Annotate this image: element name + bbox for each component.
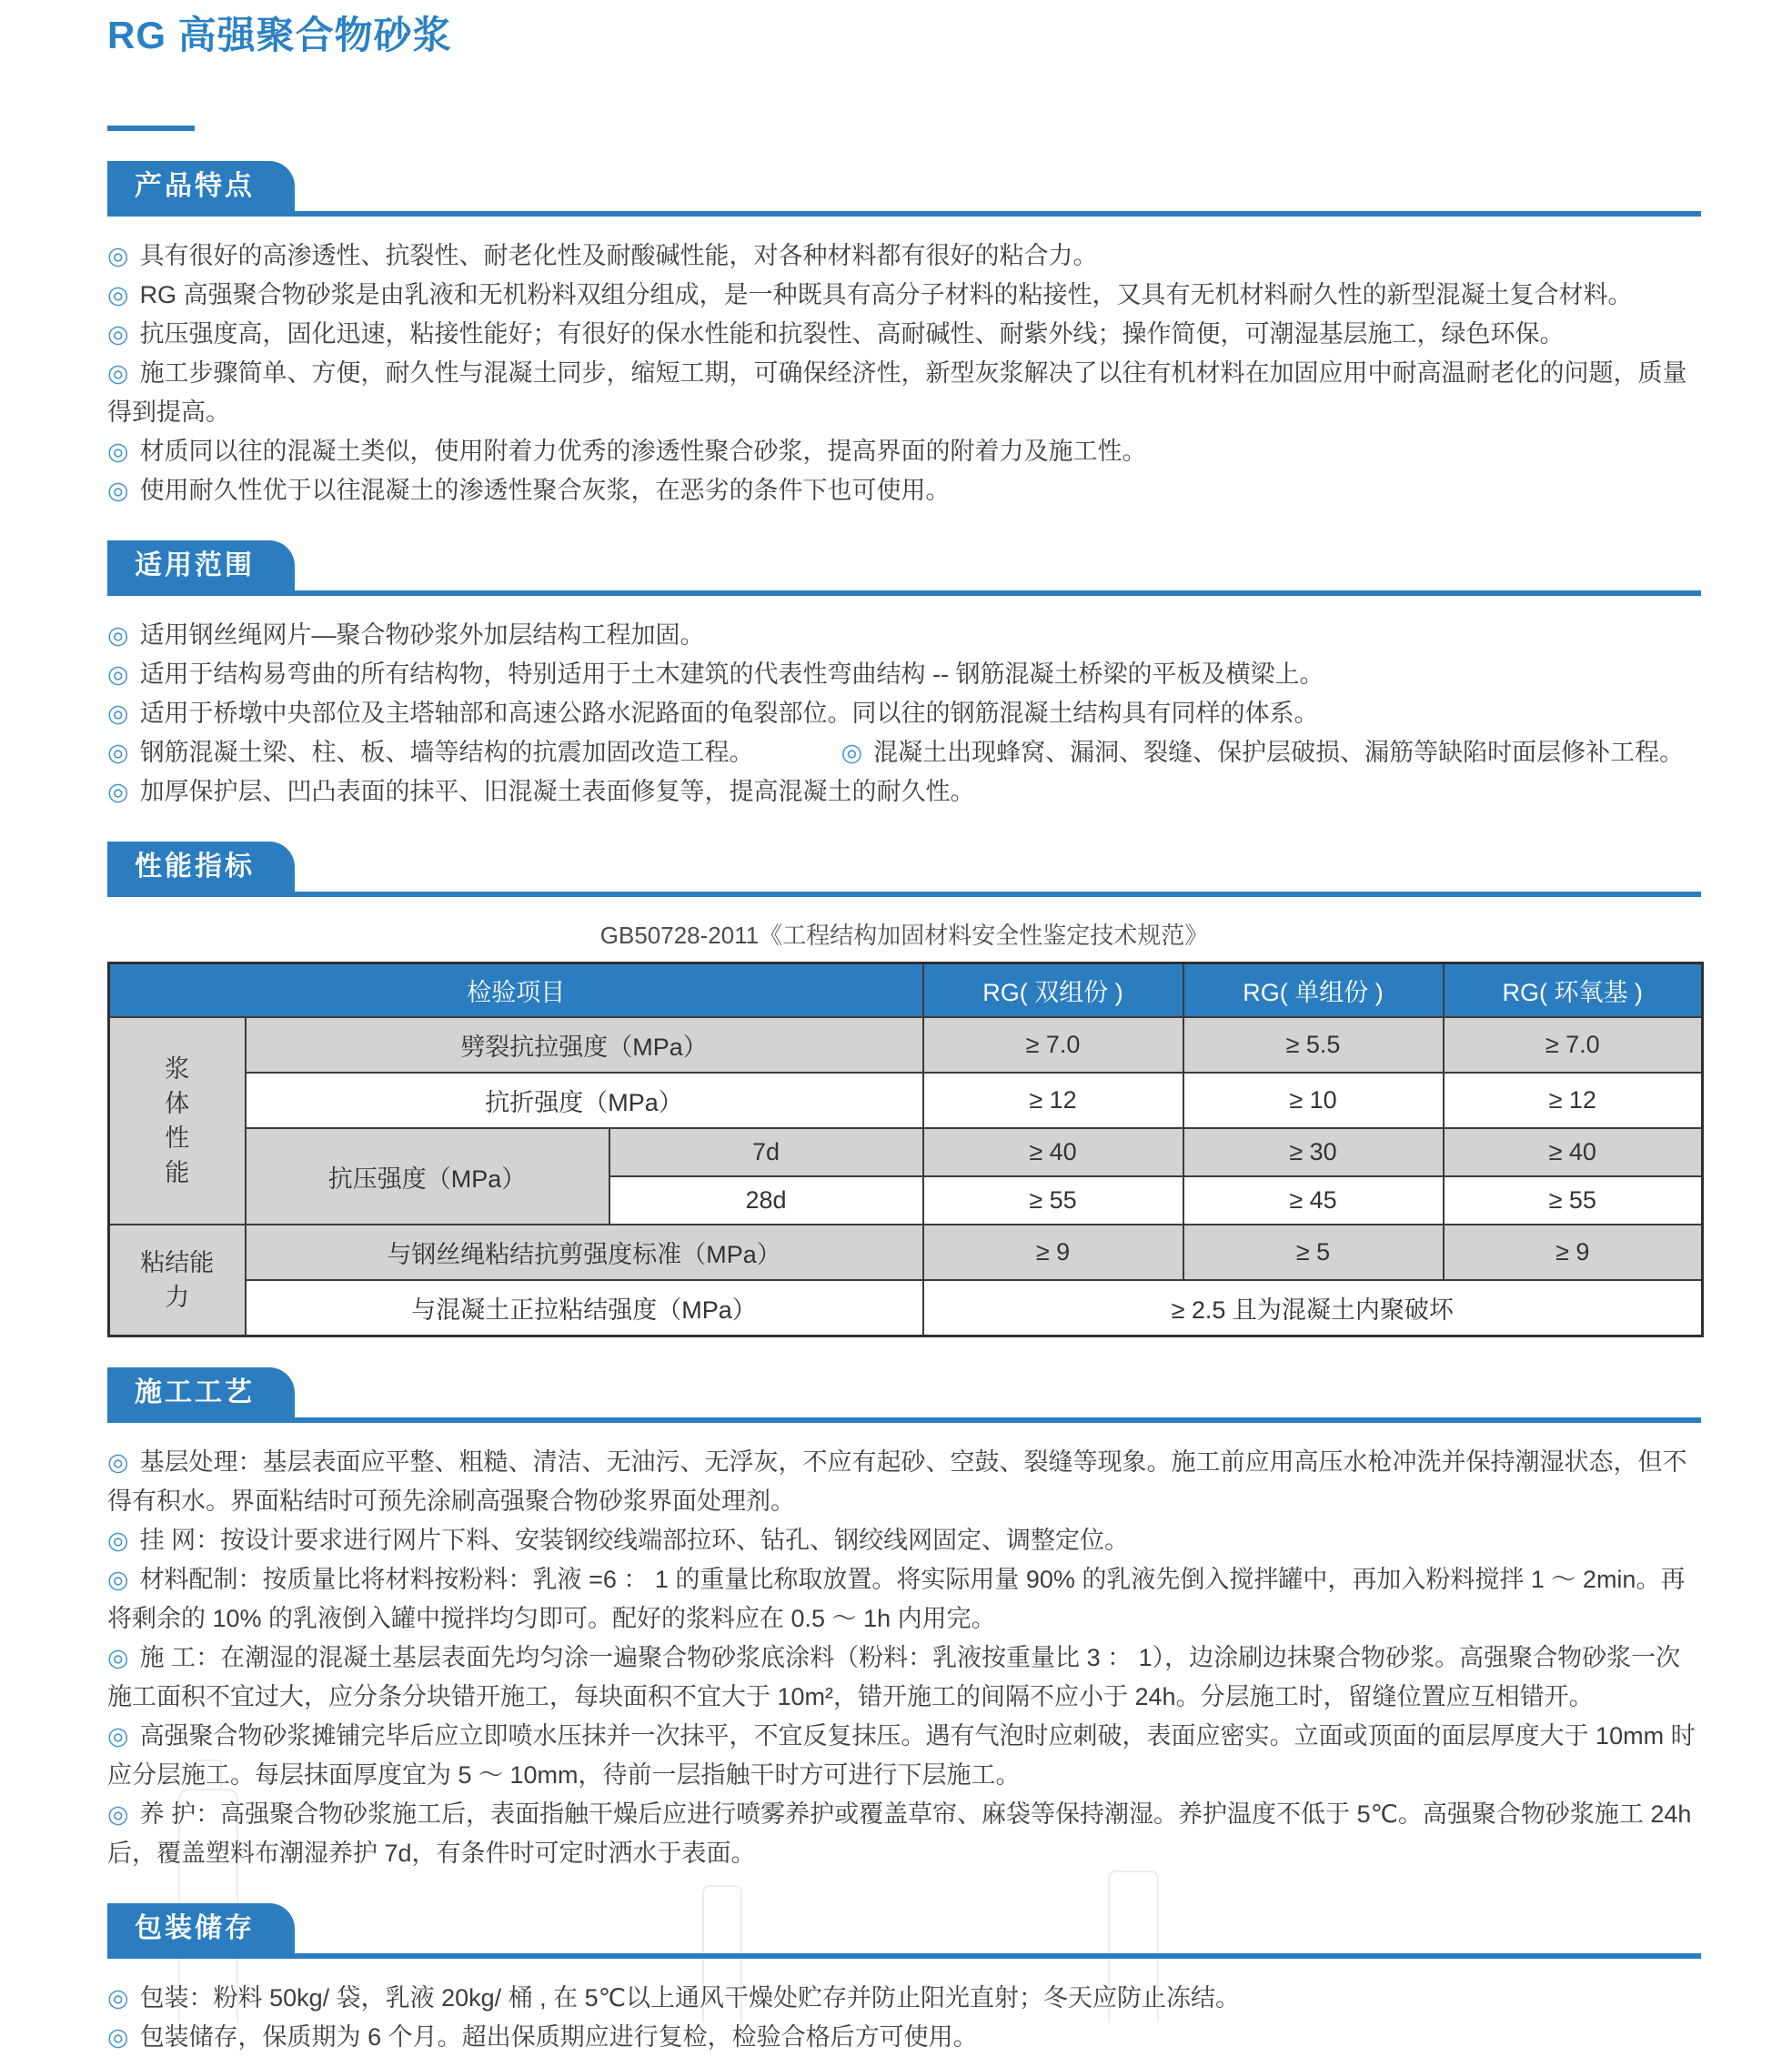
bullet-icon: ◎ xyxy=(107,242,129,269)
list-item-text: RG 高强聚合物砂浆是由乳液和无机粉料双组分组成，是一种既具有高分子材料的粘接性，又具有无机材料耐久性的新型混凝土复合材料。 xyxy=(139,281,1633,308)
list-item-text: 适用于结构易弯曲的所有结构物，特别适用于土木建筑的代表性弯曲结构 -- 钢筋混凝土桥梁的平板及横梁上。 xyxy=(139,660,1324,688)
scope-list xyxy=(107,616,1701,812)
list-item-text: 施工步骤简单、方便，耐久性与混凝土同步，缩短工期，可确保经济性，新型灰浆解决了以往有机材料在加固应用中耐高温耐老化的问题，质量得到提高。 xyxy=(107,359,1687,426)
table-row xyxy=(109,1280,1703,1336)
list-item xyxy=(107,1639,1701,1717)
list-item-text: 高强聚合物砂浆摊铺完毕后应立即喷水压抹并一次抹平，不宜反复抹压。遇有气泡时应刺破，表面应密实。立面或顶面的面层厚度大于 10mm 时应分层施工。每层抹面厚度宜为 5 ～ 10mm，待前一层指触干时方可进行下层施工。 xyxy=(107,1722,1696,1789)
list-item xyxy=(107,432,1701,471)
bullet-icon: ◎ xyxy=(841,739,863,766)
list-item xyxy=(107,1795,1701,1873)
list-item-text: 钢筋混凝土梁、柱、板、墙等结构的抗震加固改造工程。 xyxy=(139,739,754,766)
list-item xyxy=(107,694,1701,733)
list-item xyxy=(107,2018,1701,2057)
bullet-icon: ◎ xyxy=(107,1984,129,2012)
list-item-text: 适用于桥墩中央部位及主塔轴部和高速公路水泥路面的龟裂部位。同以往的钢筋混凝土结构具有同样的体系。 xyxy=(139,700,1319,727)
list-item xyxy=(107,1521,1701,1560)
list-item-double xyxy=(107,733,1701,772)
value-cell: ≥ 7.0 xyxy=(923,1017,1183,1073)
page-title: RG 高强聚合物砂浆 xyxy=(107,14,452,56)
list-item-text: 基层处理：基层表面应平整、粗糙、清洁、无油污、无浮灰，不应有起砂、空鼓、裂缝等现象。施工前应用高压水枪冲洗并保持潮湿状态，但不得有积水。界面粘结时可预先涂刷高强聚合物砂浆界面处理剂。 xyxy=(107,1448,1687,1515)
list-item xyxy=(107,354,1701,432)
section-heading-performance: 性能指标 xyxy=(107,842,295,892)
value-cell: ≥ 45 xyxy=(1183,1176,1444,1225)
group-label-line: 体 xyxy=(165,1090,190,1117)
section-header xyxy=(107,1367,1701,1423)
bullet-icon: ◎ xyxy=(107,1800,129,1828)
table-row xyxy=(109,1073,1703,1128)
test-item: 与混凝土正拉粘结强度（MPa） xyxy=(246,1280,923,1336)
list-item xyxy=(107,1717,1701,1795)
list-item xyxy=(107,772,1701,812)
value-cell: ≥ 5.5 xyxy=(1183,1017,1444,1073)
section-header xyxy=(107,842,1701,897)
group-label-line: 浆 xyxy=(165,1055,190,1083)
list-item-text: 挂 网：按设计要求进行网片下料、安装钢绞线端部拉环、钻孔、钢绞线网固定、调整定位。 xyxy=(139,1527,1130,1554)
list-item-text: 混凝土出现蜂窝、漏洞、裂缝、保护层破损、漏筋等缺陷时面层修补工程。 xyxy=(873,739,1685,766)
value-cell: ≥ 9 xyxy=(923,1225,1183,1280)
value-cell: ≥ 55 xyxy=(1444,1176,1703,1225)
section-heading-storage: 包装储存 xyxy=(107,1903,295,1953)
bullet-icon: ◎ xyxy=(107,621,129,649)
bullet-icon: ◎ xyxy=(107,778,129,805)
bullet-icon: ◎ xyxy=(107,2023,129,2051)
section-header xyxy=(107,540,1701,596)
bullet-icon: ◎ xyxy=(107,438,129,465)
bullet-icon: ◎ xyxy=(107,1644,129,1671)
bullet-icon: ◎ xyxy=(107,359,129,387)
section-process xyxy=(107,1367,1701,1873)
storage-list xyxy=(107,1979,1701,2057)
list-item-text: 具有很好的高渗透性、抗裂性、耐老化性及耐酸碱性能，对各种材料都有很好的粘合力。 xyxy=(139,242,1098,269)
section-header xyxy=(107,161,1701,217)
column-header-item: 检验项目 xyxy=(109,963,923,1018)
group-label-line: 性 xyxy=(165,1124,190,1152)
list-item-text: 抗压强度高，固化迅速，粘接性能好；有很好的保水性能和抗裂性、高耐碱性、耐紫外线；操作简便，可潮湿基层施工，绿色环保。 xyxy=(139,320,1565,348)
row-group-label-slurry xyxy=(109,1017,246,1225)
bullet-icon: ◎ xyxy=(107,1448,129,1476)
test-item: 抗压强度（MPa） xyxy=(246,1128,609,1225)
value-cell: ≥ 40 xyxy=(923,1128,1183,1176)
bullet-icon: ◎ xyxy=(107,1566,129,1593)
section-heading-scope: 适用范围 xyxy=(107,540,295,590)
table-header-row xyxy=(109,963,1703,1018)
list-item xyxy=(107,1443,1701,1521)
group-label-line: 粘结能 xyxy=(140,1249,215,1276)
list-item-text: 材料配制：按质量比将材料按粉料：乳液 =6 ： 1 的重量比称取放置。将实际用量 90% 的乳液先倒入搅拌罐中，再加入粉料搅拌 1 ～ 2min。再将剩余的 10% 的乳液倒入罐中搅拌均匀即可。配好的浆料应在 0.5 ～ 1h 内用完。 xyxy=(107,1566,1686,1632)
list-item-text: 包装储存，保质期为 6 个月。超出保质期应进行复检，检验合格后方可使用。 xyxy=(139,2023,978,2051)
sub-item: 7d xyxy=(609,1128,923,1176)
column-header-rg-double: RG( 双组份 ) xyxy=(923,963,1183,1018)
list-item xyxy=(107,237,1701,276)
column-header-rg-single: RG( 单组份 ) xyxy=(1183,963,1444,1018)
table-row xyxy=(109,1128,1703,1176)
value-cell: ≥ 30 xyxy=(1183,1128,1444,1176)
sub-item: 28d xyxy=(609,1176,923,1225)
test-item: 劈裂抗拉强度（MPa） xyxy=(246,1017,923,1073)
list-item xyxy=(107,471,1701,510)
list-item xyxy=(107,655,1701,694)
process-list xyxy=(107,1443,1701,1873)
test-item: 抗折强度（MPa） xyxy=(246,1073,923,1128)
title-underline xyxy=(107,126,195,131)
list-item-text: 材质同以往的混凝土类似，使用附着力优秀的渗透性聚合砂浆，提高界面的附着力及施工性。 xyxy=(139,438,1147,465)
table-row xyxy=(109,1017,1703,1073)
list-item-text: 包装：粉料 50kg/ 袋，乳液 20kg/ 桶 , 在 5℃以上通风干燥处贮存并防止阳光直射；冬天应防止冻结。 xyxy=(139,1984,1241,2012)
list-item xyxy=(107,315,1701,354)
table-caption: GB50728-2011《工程结构加固材料安全性鉴定技术规范》 xyxy=(599,922,1209,949)
performance-table xyxy=(107,962,1704,1337)
value-cell: ≥ 10 xyxy=(1183,1073,1444,1128)
list-item-text: 施 工：在潮湿的混凝土基层表面先均匀涂一遍聚合物砂浆底涂料（粉料：乳液按重量比 3 ： 1），边涂刷边抹聚合物砂浆。高强聚合物砂浆一次施工面积不宜过大，应分条分块错开施工，每块面积不宜大于 10m²，错开施工的间隔不应小于 24h。分层施工时，留缝位置应互相错开。 xyxy=(107,1644,1681,1710)
bullet-icon: ◎ xyxy=(107,700,129,727)
list-item xyxy=(107,276,1701,315)
bullet-icon: ◎ xyxy=(107,477,129,504)
list-item xyxy=(107,1560,1701,1639)
value-cell: ≥ 7.0 xyxy=(1444,1017,1703,1073)
value-cell: ≥ 55 xyxy=(923,1176,1183,1225)
value-cell-merged: ≥ 2.5 且为混凝土内聚破坏 xyxy=(923,1280,1703,1336)
section-heading-process: 施工工艺 xyxy=(107,1367,295,1417)
group-label-line: 力 xyxy=(165,1284,190,1311)
section-performance xyxy=(107,842,1701,1337)
list-item xyxy=(107,616,1701,655)
list-item xyxy=(107,1979,1701,2018)
value-cell: ≥ 40 xyxy=(1444,1128,1703,1176)
section-heading-features: 产品特点 xyxy=(107,161,295,211)
bullet-icon: ◎ xyxy=(107,739,129,766)
list-item-text: 养 护：高强聚合物砂浆施工后，表面指触干燥后应进行喷雾养护或覆盖草帘、麻袋等保持潮湿。养护温度不低于 5℃。高强聚合物砂浆施工 24h 后，覆盖塑料布潮湿养护 7d，有条件时可定时洒水于表面。 xyxy=(107,1800,1692,1867)
section-storage xyxy=(107,1903,1701,2057)
section-scope xyxy=(107,540,1701,812)
section-features xyxy=(107,161,1701,510)
column-header-rg-epoxy: RG( 环氧基 ) xyxy=(1444,963,1703,1018)
features-list xyxy=(107,237,1701,510)
bullet-icon: ◎ xyxy=(107,281,129,308)
group-label-line: 能 xyxy=(165,1159,190,1186)
section-header xyxy=(107,1903,1701,1959)
bullet-icon: ◎ xyxy=(107,1722,129,1749)
value-cell: ≥ 9 xyxy=(1444,1225,1703,1280)
list-item-text: 适用钢丝绳网片—聚合物砂浆外加层结构工程加固。 xyxy=(139,621,705,649)
value-cell: ≥ 12 xyxy=(1444,1073,1703,1128)
value-cell: ≥ 5 xyxy=(1183,1225,1444,1280)
bullet-icon: ◎ xyxy=(107,1527,129,1554)
list-item-text: 使用耐久性优于以往混凝土的渗透性聚合灰浆，在恶劣的条件下也可使用。 xyxy=(139,477,951,504)
list-item-text: 加厚保护层、凹凸表面的抹平、旧混凝土表面修复等，提高混凝土的耐久性。 xyxy=(139,778,975,805)
value-cell: ≥ 12 xyxy=(923,1073,1183,1128)
table-row xyxy=(109,1225,1703,1280)
bullet-icon: ◎ xyxy=(107,320,129,348)
row-group-label-bonding xyxy=(109,1225,246,1336)
bullet-icon: ◎ xyxy=(107,660,129,688)
test-item: 与钢丝绳粘结抗剪强度标准（MPa） xyxy=(246,1225,923,1280)
